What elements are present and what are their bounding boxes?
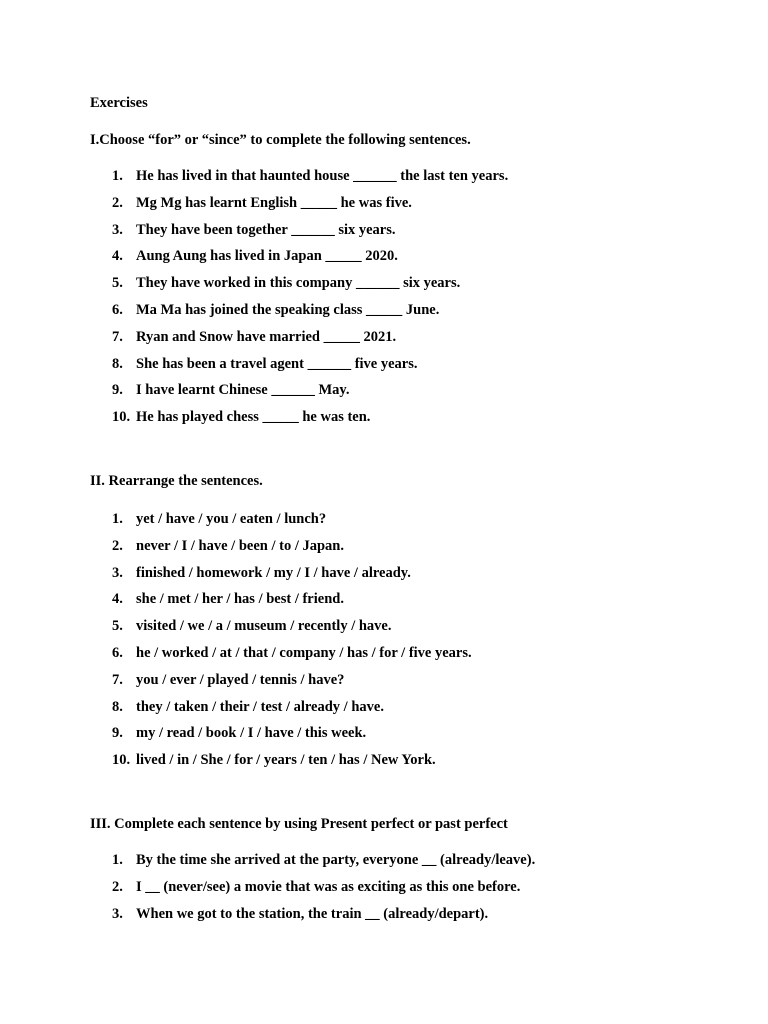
item-text: never / I / have / been / to / Japan. xyxy=(136,537,344,554)
item-text: he / worked / at / that / company / has / for / five years. xyxy=(136,644,472,661)
item-number: 9. xyxy=(112,725,123,742)
item-number: 9. xyxy=(112,382,123,399)
item-text: visited / we / a / museum / recently / have. xyxy=(136,618,392,635)
item-text: They have been together ______ six years. xyxy=(136,221,396,238)
section-1-heading: I.Choose “for” or “since” to complete the following sentences. xyxy=(90,132,471,148)
item-number: 1. xyxy=(112,852,123,868)
item-number: 4. xyxy=(112,248,123,265)
item-text: finished / homework / my / I / have / already. xyxy=(136,564,411,581)
item-number: 8. xyxy=(112,355,123,372)
item-text: I have learnt Chinese ______ May. xyxy=(136,382,350,399)
item-text: they / taken / their / test / already / have. xyxy=(136,698,384,715)
item-number: 2. xyxy=(112,194,123,211)
item-number: 10. xyxy=(112,752,131,769)
item-text: Aung Aung has lived in Japan _____ 2020. xyxy=(136,248,398,265)
section-3-heading: III. Complete each sentence by using Present perfect or past perfect xyxy=(90,816,508,832)
item-text: I __ (never/see) a movie that was as exciting as this one before. xyxy=(136,878,521,895)
item-number: 7. xyxy=(112,671,123,688)
item-text: my / read / book / I / have / this week. xyxy=(136,725,367,742)
item-number: 2. xyxy=(112,537,123,554)
item-text: yet / have / you / eaten / lunch? xyxy=(136,511,327,527)
item-text: By the time she arrived at the party, everyone __ (already/leave). xyxy=(136,852,536,868)
item-number: 2. xyxy=(112,878,123,895)
document-title: Exercises xyxy=(90,95,148,111)
item-number: 5. xyxy=(112,275,123,292)
item-text: When we got to the station, the train __ (already/depart). xyxy=(136,905,489,922)
item-number: 3. xyxy=(112,905,123,922)
item-number: 5. xyxy=(112,618,123,635)
item-number: 1. xyxy=(112,168,123,184)
item-text: They have worked in this company ______ six years. xyxy=(136,275,461,292)
section-2-heading: II. Rearrange the sentences. xyxy=(90,473,263,489)
item-number: 6. xyxy=(112,301,123,318)
item-text: He has lived in that haunted house ______ the last ten years. xyxy=(136,168,509,184)
item-number: 4. xyxy=(112,591,123,608)
item-text: Ma Ma has joined the speaking class _____ June. xyxy=(136,301,440,318)
item-text: He has played chess _____ he was ten. xyxy=(136,409,371,426)
item-number: 3. xyxy=(112,564,123,581)
item-number: 7. xyxy=(112,328,123,345)
item-text: She has been a travel agent ______ five years. xyxy=(136,355,418,372)
item-text: Mg Mg has learnt English _____ he was five. xyxy=(136,194,412,211)
item-number: 1. xyxy=(112,511,123,527)
item-text: lived / in / She / for / years / ten / has / New York. xyxy=(136,752,436,769)
item-text: Ryan and Snow have married _____ 2021. xyxy=(136,328,397,345)
item-number: 6. xyxy=(112,644,123,661)
item-number: 3. xyxy=(112,221,123,238)
item-number: 8. xyxy=(112,698,123,715)
item-number: 10. xyxy=(112,409,131,426)
item-text: you / ever / played / tennis / have? xyxy=(136,671,345,688)
item-text: she / met / her / has / best / friend. xyxy=(136,591,344,608)
